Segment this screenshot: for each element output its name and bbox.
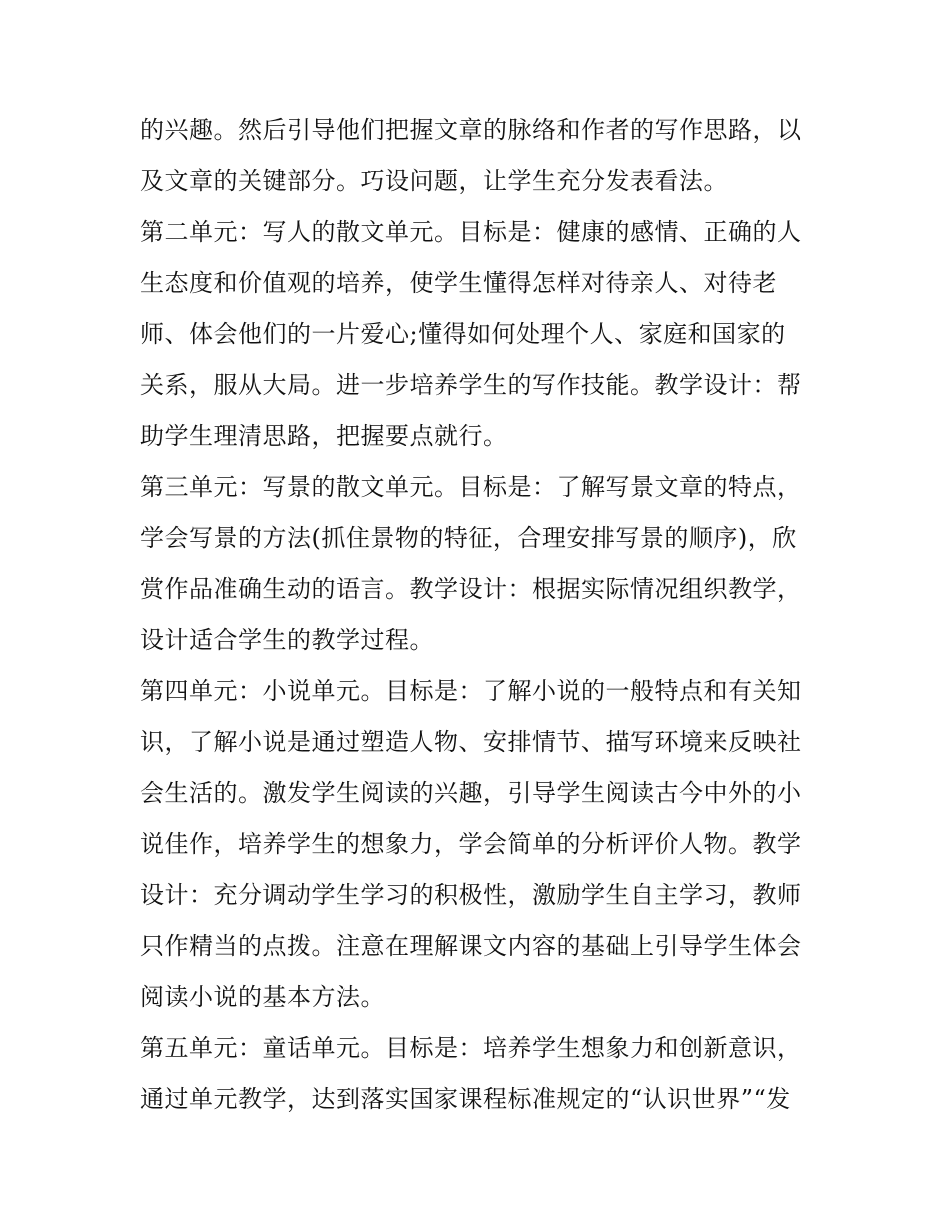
- text-line: 学会写景的方法(抓住景物的特征，合理安排写景的顺序)，欣: [140, 524, 797, 552]
- text-line: 的兴趣。然后引导他们把握文章的脉络和作者的写作思路，以: [140, 116, 802, 144]
- text-line: 通过单元教学，达到落实国家课程标准规定的“认识世界”“发: [140, 1085, 791, 1113]
- text-line: 第四单元：小说单元。目标是：了解小说的一般特点和有关知: [140, 677, 802, 705]
- text-line: 第五单元：童话单元。目标是：培养学生想象力和创新意识，: [140, 1034, 802, 1062]
- text-line: 阅读小说的基本方法。: [140, 983, 385, 1011]
- text-line: 第二单元：写人的散文单元。目标是：健康的感情、正确的人: [140, 218, 802, 246]
- text-line: 只作精当的点拨。注意在理解课文内容的基础上引导学生体会: [140, 932, 802, 960]
- text-line: 赏作品准确生动的语言。教学设计：根据实际情况组织教学，: [140, 575, 802, 603]
- text-line: 识，了解小说是通过塑造人物、安排情节、描写环境来反映社: [140, 728, 802, 756]
- text-line: 助学生理清思路，把握要点就行。: [140, 422, 508, 450]
- body-text: [140, 105, 820, 1125]
- text-line: 会生活的。激发学生阅读的兴趣，引导学生阅读古今中外的小: [140, 779, 802, 807]
- text-line: 及文章的关键部分。巧设问题，让学生充分发表看法。: [140, 167, 728, 195]
- text-line: 关系，服从大局。进一步培养学生的写作技能。教学设计：帮: [140, 371, 802, 399]
- text-line: 说佳作，培养学生的想象力，学会简单的分析评价人物。教学: [140, 830, 802, 858]
- text-line: 第三单元：写景的散文单元。目标是：了解写景文章的特点，: [140, 473, 802, 501]
- text-line: 生态度和价值观的培养，使学生懂得怎样对待亲人、对待老: [140, 269, 777, 297]
- text-line: 设计：充分调动学生学习的积极性，激励学生自主学习，教师: [140, 881, 802, 909]
- text-line: 师、体会他们的一片爱心;懂得如何处理个人、家庭和国家的: [140, 320, 786, 348]
- text-line: 设计适合学生的教学过程。: [140, 626, 434, 654]
